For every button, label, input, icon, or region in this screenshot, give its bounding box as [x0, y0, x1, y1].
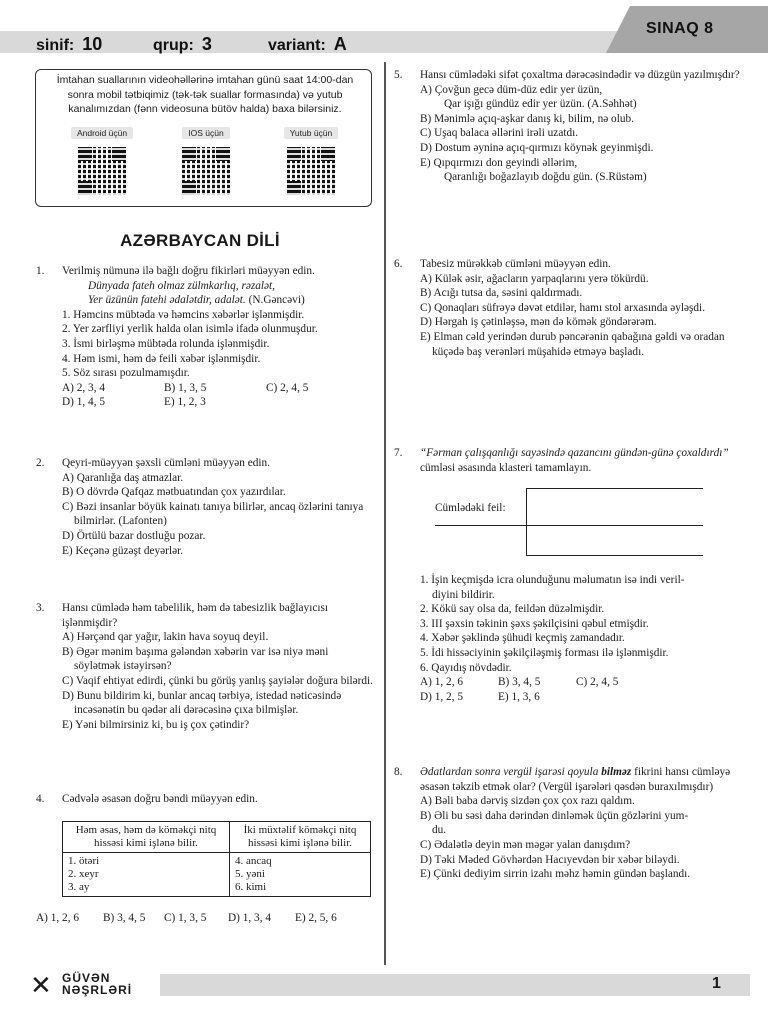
- question-number: 4.: [36, 793, 45, 805]
- page-number: 1: [712, 975, 721, 992]
- publisher-logo: [62, 972, 132, 996]
- qr-code-icon[interactable]: [182, 147, 230, 195]
- answer-option[interactable]: A) Külək əsir, ağacların yarpaqlarını yerə tökürdü.: [420, 272, 649, 285]
- table-cell: [63, 852, 230, 896]
- table-item: 1. ötəri: [68, 854, 100, 867]
- stem-italic: Ədatlardan sonra vergül işarəsi qoyula: [420, 766, 599, 778]
- question-2: [36, 456, 376, 558]
- stem-bold: bilməz: [601, 766, 632, 778]
- stem-quote: “Fərman çalışqanlığı sayəsində qazancını gündən-günə çoxaldırdı”: [420, 447, 729, 459]
- answer-option[interactable]: D) 1, 4, 5: [62, 396, 105, 409]
- qrup-value: 3: [201, 34, 212, 54]
- sinif-field: [36, 34, 102, 55]
- answer-option[interactable]: C) Vaqif ehtiyat edirdi, çünki bu görüş yanlış şayiələr doğura bilərdi.: [62, 674, 374, 687]
- classification-table: [62, 821, 371, 897]
- qrup-label: qrup:: [153, 37, 194, 54]
- question-stem: Cədvələ əsasən doğru bəndi müəyyən edin.: [62, 793, 258, 805]
- answer-option[interactable]: E) Qıpqırmızı don geyindi əllərim,: [420, 156, 578, 169]
- answer-option[interactable]: A) 1, 2, 6: [420, 676, 463, 689]
- info-text: İmtahan suallarının videohəllərinə imtahan günü saat 14:00-dan sonra mobil tətbiqimiz (tək-tək suallar formasında) və yutub kanalımızdan (fənn videosuna bütöv halda) baxa bilərsiniz.: [56, 74, 354, 115]
- cluster-slot[interactable]: [526, 488, 703, 489]
- answer-option[interactable]: A) Çovğun gecə düm-düz edir yer üzün,: [420, 83, 603, 96]
- question-3: [36, 601, 376, 732]
- answer-option[interactable]: B) 3, 4, 5: [498, 676, 541, 689]
- qrup-field: [153, 34, 212, 55]
- answer-option[interactable]: E) Keçənə güzəşt deyərlər.: [62, 544, 184, 557]
- answer-option[interactable]: B) Mənimlə açıq-aşkar danış ki, bilim, nə olub.: [420, 112, 634, 125]
- answer-option[interactable]: D) 1, 3, 4: [228, 911, 271, 924]
- table-item: 4. ancaq: [235, 854, 272, 867]
- question-number: 1.: [36, 265, 45, 277]
- question-8: [394, 765, 740, 882]
- answer-option[interactable]: C) 2, 4, 5: [576, 676, 619, 689]
- variant-value: A: [333, 34, 347, 54]
- question-number: 5.: [394, 69, 403, 81]
- answer-option[interactable]: D) Hərgah iş çətinləşsə, mən də kömək göndərərəm.: [420, 316, 657, 329]
- quote-author: (N.Gəncəvi): [248, 294, 305, 307]
- answer-option[interactable]: D) Bunu bildirim ki, bunlar ancaq tərbiyə, istedad nəticəsində incəsənətin bu qədər ali dərəcəsinə çıxa bilmişlər.: [62, 689, 342, 717]
- table-item: 2. xeyr: [68, 867, 99, 880]
- answer-option-cont: Qaranlığı boğazlayıb doğdu gün. (S.Rüstəm): [444, 171, 647, 184]
- answer-option[interactable]: A) Bəli baba dərviş sizdən çox çox razı qaldım.: [420, 795, 635, 808]
- qr-code-icon[interactable]: [78, 147, 126, 195]
- list-item: 4. Həm ismi, həm də feili xəbər işlənmişdir.: [62, 352, 261, 365]
- answer-option[interactable]: C) Ədalətlə deyin mən məgər yalan danışdım?: [420, 838, 631, 851]
- list-item: 2. Kökü say olsa da, feildən düzəlmişdir.: [420, 603, 605, 616]
- answer-option-cont: du.: [432, 824, 447, 837]
- footer-band: [160, 974, 750, 996]
- test-name: SINAQ 8: [646, 20, 714, 37]
- answer-option[interactable]: B) 3, 4, 5: [103, 911, 146, 924]
- list-item: 2. Yer zərfliyi yerlik halda olan isimlə ifadə olunmuşdur.: [62, 323, 318, 336]
- answer-option[interactable]: E) 1, 2, 3: [164, 396, 206, 409]
- question-5: [394, 68, 740, 185]
- variant-field: [268, 34, 347, 55]
- question-stem: [420, 446, 740, 475]
- answer-option[interactable]: E) 1, 3, 6: [498, 690, 540, 703]
- sinif-value: 10: [82, 34, 103, 54]
- question-number: 7.: [394, 447, 403, 459]
- question-stem: Qeyri-müəyyən şəxsli cümləni müəyyən edin.: [62, 457, 270, 469]
- list-item-cont: diyini bildirir.: [432, 588, 495, 601]
- cluster-label: Cümlədəki feil:: [435, 502, 506, 514]
- question-6: [394, 257, 740, 359]
- question-4: [36, 792, 381, 925]
- answer-option[interactable]: C) Bəzi insanlar böyük kainatı tanıya bilirlər, ancaq özlərini tanıya bilmirlər. (Lafonten): [62, 500, 364, 528]
- answer-option[interactable]: A) Hərçənd qar yağır, lakin hava soyuq deyil.: [62, 631, 269, 644]
- answer-option[interactable]: C) 1, 3, 5: [164, 911, 207, 924]
- table-item: 5. yəni: [235, 867, 265, 880]
- stem-text: fikrini hansı cümləyə əsasən təkzib etmək olar? (Vergül işarələri qəsdən buraxılmışdır): [420, 766, 731, 793]
- list-item: 5. İdi hissəciyinin şəkilçiləşmiş forması ilə işlənmişdir.: [420, 646, 669, 659]
- table-header: Həm əsas, həm də köməkçi nitq hissəsi kimi işlənə bilir.: [63, 821, 230, 852]
- qr-label: Android üçün: [71, 127, 133, 139]
- list-item: 1. İşin keçmişdə icra olunduğunu məlumatın isə indi veril-: [420, 574, 685, 586]
- answer-option[interactable]: E) Yəni bilmirsiniz ki, bu iş çox çətindir?: [62, 718, 250, 731]
- list-item: 6. Qayıdış növdədir.: [420, 661, 512, 674]
- question-stem: Hansı cümlədə həm tabelilik, həm də tabesizlik bağlayıcısı işlənmişdir?: [62, 602, 329, 629]
- question-7-items: [394, 573, 740, 704]
- variant-label: variant:: [268, 37, 326, 54]
- table-item: 6. kimi: [235, 880, 267, 893]
- question-1: [36, 264, 376, 410]
- question-stem: Verilmiş nümunə ilə bağlı doğru fikirləri müəyyən edin.: [62, 265, 315, 277]
- question-number: 3.: [36, 602, 45, 614]
- table-cell: [230, 852, 371, 896]
- answer-option[interactable]: B) O dövrdə Qafqaz mətbuatından çox yazırdılar.: [62, 486, 286, 499]
- answer-option[interactable]: E) Çünki dediyim sirrin izahı məhz həmin gündən başlandı.: [420, 868, 691, 881]
- qr-label: Yutub üçün: [284, 127, 339, 139]
- answer-option[interactable]: B) Əli bu səsi daha dərindən dinləmək üçün gözlərini yum-: [420, 809, 689, 822]
- answer-option[interactable]: E) 2, 5, 6: [295, 911, 337, 924]
- quote-text: Yer üzünün fatehi ədalətdir, adalət.: [88, 294, 246, 307]
- qr-android[interactable]: [62, 123, 142, 195]
- sinif-label: sinif:: [36, 37, 75, 54]
- question-number: 2.: [36, 457, 45, 469]
- answer-option[interactable]: E) Elman cəld yerindən durub pəncərənin qabağına gəldi və oradan küçədə baş verənləri müşahidə etməyə başladı.: [420, 330, 725, 358]
- answer-option[interactable]: C) Qonaqları süfrəyə dəvət etdilər, hamı stol arxasında əyləşdi.: [420, 301, 706, 314]
- answer-option[interactable]: C) 2, 4, 5: [266, 381, 309, 394]
- answer-option[interactable]: B) Əgər mənim başıma gələndən xəbərin var isə niyə məni söylətmək istəyirsən?: [62, 645, 329, 673]
- quote-line: [62, 293, 376, 308]
- list-item: 4. Xəbər şəklində şühudi keçmiş zamandadır.: [420, 632, 625, 645]
- logo-line: NƏŞRLƏRİ: [62, 983, 133, 997]
- list-item: 3. III şəxsin təkinin şəxs şəkilçisini qəbul etmişdir.: [420, 617, 649, 630]
- qr-code-icon[interactable]: [287, 147, 335, 195]
- cluster-line: [526, 488, 527, 556]
- answer-option[interactable]: A) 1, 2, 6: [36, 911, 79, 924]
- question-number: 8.: [394, 766, 403, 778]
- question-number: 6.: [394, 258, 403, 270]
- list-item: 3. İsmi birləşmə mübtəda rolunda işlənmişdir.: [62, 337, 270, 350]
- question-stem: Hansı cümlədəki sifət çoxaltma dərəcəsindədir və düzgün yazılmışdır?: [420, 69, 740, 81]
- stem-text: cümləsi əsasında klasteri tamamlayın.: [420, 461, 592, 474]
- table-item: 3. ay: [68, 880, 90, 893]
- cluster-line: [435, 525, 703, 526]
- qr-label: IOS üçün: [182, 127, 229, 139]
- column-divider: [384, 62, 386, 965]
- answer-option[interactable]: D) 1, 2, 5: [420, 690, 463, 703]
- publisher-logo-icon: ✕: [30, 971, 52, 1001]
- answer-option[interactable]: A) 2, 3, 4: [62, 381, 105, 394]
- question-stem: Tabesiz mürəkkəb cümləni müəyyən edin.: [420, 258, 611, 270]
- table-header: İki müxtəlif köməkçi nitq hissəsi kimi işlənə bilir.: [230, 821, 371, 852]
- answer-option[interactable]: B) Acığı tutsa da, səsini qaldırmadı.: [420, 287, 583, 300]
- question-7: [394, 446, 740, 475]
- answer-option[interactable]: D) Təki Məded Gövhərdən Hacıyevdən bir xəbər biləydi.: [420, 853, 680, 866]
- answer-option[interactable]: D) Dostum əyninə açıq-qırmızı köynək geyinmişdi.: [420, 141, 654, 154]
- answer-option[interactable]: D) Örtülü bazar dostluğu pozar.: [62, 529, 206, 542]
- quote-line: Dünyada fateh olmaz zülmkarlıq, rəzalət,: [88, 279, 276, 292]
- qr-ios[interactable]: [166, 123, 246, 195]
- logo-line: GÜVƏN: [62, 971, 111, 985]
- subject-title: AZƏRBAYCAN DİLİ: [120, 231, 280, 250]
- cluster-slot[interactable]: [526, 555, 703, 556]
- answer-option[interactable]: A) Qaranlığa daş atmazlar.: [62, 471, 184, 484]
- list-item: 1. Həmcins mübtəda və həmcins xəbərlər işlənmişdir.: [62, 308, 305, 321]
- answer-option[interactable]: B) 1, 3, 5: [164, 381, 207, 394]
- qr-youtube[interactable]: [271, 123, 351, 195]
- answer-option[interactable]: C) Uşaq balaca əllərini irəli uzatdı.: [420, 127, 579, 140]
- question-stem: [420, 765, 740, 794]
- answer-option-cont: Qar işığı gündüz edir yer üzün. (A.Səhhət): [444, 98, 637, 111]
- list-item: 5. Söz sırası pozulmamışdır.: [62, 367, 190, 380]
